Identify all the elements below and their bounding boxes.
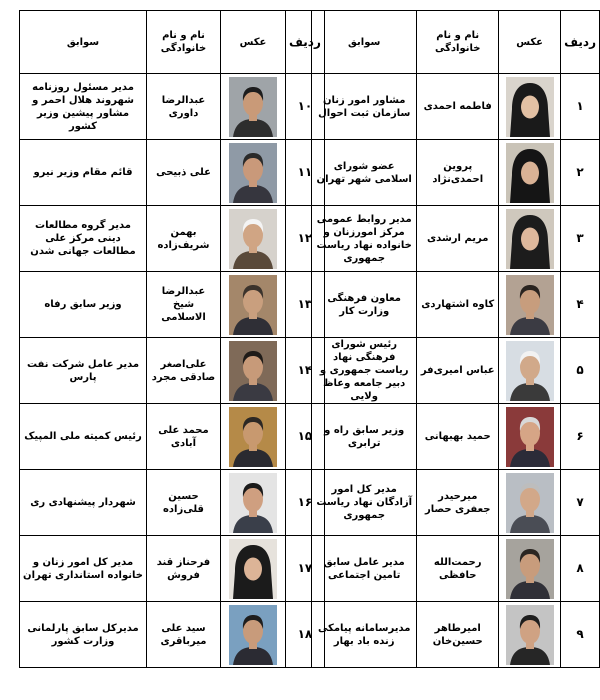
person-background: وزیر سابق راه و ترابری (312, 404, 417, 470)
person-name: عبدالرضا داوری (147, 74, 221, 140)
table-row (312, 404, 600, 470)
row-number: ۱۰ (286, 74, 325, 140)
photo-cell (499, 140, 561, 206)
person-name: فرحناز قند فروش (147, 536, 221, 602)
photo-cell (221, 404, 286, 470)
photo-cell (221, 272, 286, 338)
row-number: ۳ (561, 206, 600, 272)
person-background: مدیرسامانه پیامکی زنده باد بهار (312, 602, 417, 668)
photo-cell (221, 602, 286, 668)
table-row (20, 404, 325, 470)
table-row (20, 536, 325, 602)
table-row (312, 272, 600, 338)
table-row (312, 602, 600, 668)
row-number: ۵ (561, 338, 600, 404)
portrait-photo (229, 407, 277, 467)
row-number: ۱۳ (286, 272, 325, 338)
person-name: حسین قلی‌زاده (147, 470, 221, 536)
table-row (312, 536, 600, 602)
portrait-photo (506, 539, 554, 599)
portrait-photo (506, 143, 554, 203)
row-number: ۸ (561, 536, 600, 602)
person-background: مدیر گروه مطالعات دینی مرکز علی مطالعات جهانی شدن (20, 206, 147, 272)
person-background: وزیر سابق رفاه (20, 272, 147, 338)
portrait-photo (229, 473, 277, 533)
row-number: ۱۲ (286, 206, 325, 272)
photo-cell (499, 338, 561, 404)
person-name: علی ذبیحی (147, 140, 221, 206)
portrait-photo (229, 77, 277, 137)
table-row (20, 470, 325, 536)
photo-cell (499, 602, 561, 668)
person-background: رئیس شورای فرهنگی نهاد ریاست جمهوری و دبیر جامعه وعاظ ولایی (312, 338, 417, 404)
portrait-photo (506, 209, 554, 269)
header-background: سوابق (312, 11, 417, 74)
person-background: شهردار پیشنهادی ری (20, 470, 147, 536)
person-background: مشاور امور زنان سازمان ثبت احوال (312, 74, 417, 140)
person-name: محمد علی آبادی (147, 404, 221, 470)
photo-cell (221, 470, 286, 536)
photo-cell (499, 272, 561, 338)
person-name: بهمن شریف‌زاده (147, 206, 221, 272)
header-name: نام و نام خانوادگی (417, 11, 499, 74)
table-row (312, 140, 600, 206)
row-number: ۶ (561, 404, 600, 470)
table-header-row (312, 11, 600, 74)
portrait-photo (506, 605, 554, 665)
right-table (311, 10, 600, 668)
header-row-number: ردیف (286, 11, 325, 74)
portrait-photo (229, 341, 277, 401)
row-number: ۴ (561, 272, 600, 338)
portrait-photo (506, 473, 554, 533)
table-row (20, 602, 325, 668)
table-row (312, 74, 600, 140)
table-row (312, 206, 600, 272)
portrait-photo (229, 143, 277, 203)
row-number: ۱۷ (286, 536, 325, 602)
person-background: مدیر عامل شرکت نفت پارس (20, 338, 147, 404)
photo-cell (221, 206, 286, 272)
table-row (20, 74, 325, 140)
person-background: مدیرکل سابق پارلمانی وزارت کشور (20, 602, 147, 668)
table-row (20, 140, 325, 206)
header-row-number: ردیف (561, 11, 600, 74)
person-background: مدیر کل امور زنان و خانواده استانداری تهران (20, 536, 147, 602)
photo-cell (499, 74, 561, 140)
row-number: ۱۱ (286, 140, 325, 206)
portrait-photo (506, 407, 554, 467)
person-name: میرحیدر جعفری حصار (417, 470, 499, 536)
portrait-photo (506, 341, 554, 401)
table-row (20, 338, 325, 404)
person-name: عباس امیری‌فر (417, 338, 499, 404)
person-background: مدیر کل امور آزادگان نهاد ریاست جمهوری (312, 470, 417, 536)
person-name: رحمت‌الله حافظی (417, 536, 499, 602)
photo-cell (221, 536, 286, 602)
row-number: ۱۵ (286, 404, 325, 470)
photo-cell (499, 470, 561, 536)
person-background: قائم مقام وزیر نیرو (20, 140, 147, 206)
person-background: معاون فرهنگی وزارت کار (312, 272, 417, 338)
photo-cell (499, 206, 561, 272)
row-number: ۱۴ (286, 338, 325, 404)
person-name: حمید بهبهانی (417, 404, 499, 470)
table-row (20, 206, 325, 272)
photo-cell (499, 404, 561, 470)
person-name: عبدالرضا شیخ الاسلامی (147, 272, 221, 338)
table-row (312, 338, 600, 404)
person-background: مدیر روابط عمومی مرکز امورزنان و خانواده نهاد ریاست جمهوری (312, 206, 417, 272)
person-name: کاوه اشتهاردی (417, 272, 499, 338)
photo-cell (221, 338, 286, 404)
person-name: فاطمه احمدی (417, 74, 499, 140)
row-number: ۲ (561, 140, 600, 206)
row-number: ۱ (561, 74, 600, 140)
person-background: عضو شورای اسلامی شهر تهران (312, 140, 417, 206)
person-background: رئیس کمیته ملی المپیک (20, 404, 147, 470)
photo-cell (499, 536, 561, 602)
portrait-photo (506, 275, 554, 335)
portrait-photo (229, 275, 277, 335)
person-name: پروین احمدی‌نژاد (417, 140, 499, 206)
table-header-row (20, 11, 325, 74)
left-table (19, 10, 325, 668)
person-name: علی‌اصغر صادقی مجرد (147, 338, 221, 404)
row-number: ۱۸ (286, 602, 325, 668)
table-row (20, 272, 325, 338)
header-background: سوابق (20, 11, 147, 74)
row-number: ۷ (561, 470, 600, 536)
person-name: مریم ارشدی (417, 206, 499, 272)
photo-cell (221, 74, 286, 140)
portrait-photo (229, 539, 277, 599)
table-row (312, 470, 600, 536)
header-name: نام و نام خانوادگی (147, 11, 221, 74)
row-number: ۹ (561, 602, 600, 668)
portrait-photo (229, 605, 277, 665)
photo-cell (221, 140, 286, 206)
person-background: مدیر عامل سابق تامین اجتماعی (312, 536, 417, 602)
header-photo: عکس (221, 11, 286, 74)
portrait-photo (506, 77, 554, 137)
header-photo: عکس (499, 11, 561, 74)
person-background: مدیر مسئول روزنامه شهروند هلال احمر و مشاور پیشین وزیر کشور (20, 74, 147, 140)
portrait-photo (229, 209, 277, 269)
row-number: ۱۶ (286, 470, 325, 536)
person-name: امیرطاهر حسین‌خان (417, 602, 499, 668)
person-name: سید علی میرباقری (147, 602, 221, 668)
